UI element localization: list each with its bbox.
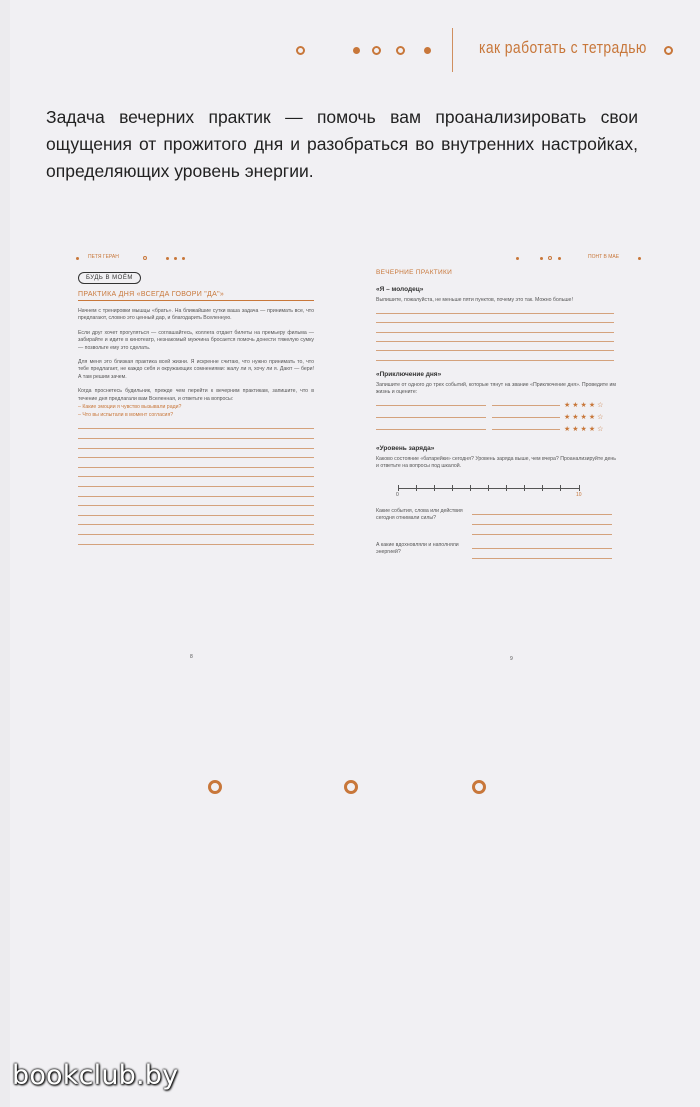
ring-icon <box>664 46 673 55</box>
star-rating-icon: ★★★★☆ <box>564 425 606 433</box>
page-number: 8 <box>190 654 193 660</box>
title-underline <box>78 300 314 301</box>
energy-scale <box>376 480 628 504</box>
dot-icon <box>540 257 543 260</box>
question-item: – Что вы испытали в момент согласия? <box>78 412 174 419</box>
star-rating-icon: ★★★★☆ <box>564 401 606 409</box>
section-badge: БУДЬ В МОЁМ <box>78 272 141 284</box>
header-divider <box>452 28 453 72</box>
ring-icon <box>296 46 305 55</box>
question-text: А какие вдохновляли и наполняли энергией? <box>376 542 459 556</box>
dot-icon <box>76 257 79 260</box>
question-text: Какие события, слова или действия сегодня отнимали силы? <box>376 508 463 522</box>
dot-icon <box>424 47 431 54</box>
paragraph: Для меня это близкая практика всей жизни. Я искренне считаю, что нужно принимать то, что тебе предлагает, не каждо себя и окружающих сомнениями: жалу ли я, хочу ли я. Дают — бери! А там решим зачем. <box>78 359 314 380</box>
dot-icon <box>558 257 561 260</box>
scale-max-label: 10 <box>576 492 582 499</box>
book-page <box>10 0 700 1107</box>
practice-title: ПРАКТИКА ДНЯ «ВСЕГДА ГОВОРИ "ДА"» <box>78 291 225 298</box>
star-rating-icon: ★★★★☆ <box>564 413 606 421</box>
ring-icon <box>344 780 358 794</box>
ring-icon <box>472 780 486 794</box>
ring-icon <box>208 780 222 794</box>
section-title: ВЕЧЕРНИЕ ПРАКТИКИ <box>376 269 453 276</box>
running-header: как работать с тетрадью <box>479 38 647 57</box>
scale-min-label: 0 <box>396 492 399 499</box>
question-item: – Какие эмоции я чувство вызывали ради? <box>78 404 182 411</box>
dot-icon <box>174 257 177 260</box>
block-text: Выпишите, пожалуйста, не меньше пяти пунктов, почему это так. Можно больше! <box>376 297 573 303</box>
intro-paragraph: Задача вечерних практик — помочь вам проанализировать свои ощущения от прожитого дня и разобраться во внутренних настройках, определяющих уровень энергии. <box>46 107 638 181</box>
writing-lines <box>376 313 628 361</box>
ring-icon <box>548 256 552 260</box>
paragraph: Начнем с тренировки мышцы «брать». На ближайшие сутки ваша задача — принимать все, что предлагают, словно это ценный дар, и благодарить Вселенную. <box>78 308 314 322</box>
spread-right-page <box>376 266 628 572</box>
writing-lines <box>78 428 314 544</box>
spread-left-page <box>68 266 318 545</box>
ring-icon <box>396 46 405 55</box>
paragraph: Когда проснетесь будильник, прежде чем перейти к вечерним практикам, запишите, что в течение дня предлагали вам Вселенная, и ответьте на вопросы: <box>78 388 314 402</box>
header-decoration <box>296 44 436 58</box>
rating-rows <box>376 401 628 435</box>
dot-icon <box>182 257 185 260</box>
block-text: Запишите от одного до трех событий, которые тянут на звание «Приключение дня». Проведите им жизнь и оцените: <box>376 381 616 396</box>
bottom-decoration <box>10 778 700 798</box>
block-text: Каково состояние «батарейки» сегодня? Уровень заряда выше, чем вчера? Проанализируйте день и ответьте на вопросы под шкалой. <box>376 455 616 469</box>
question-row <box>376 542 628 572</box>
dot-icon <box>166 257 169 260</box>
block-title: «Уровень заряда» <box>376 444 435 452</box>
watermark: bookclub.by <box>12 1060 179 1091</box>
page-number: 9 <box>510 656 513 662</box>
dot-icon <box>638 257 641 260</box>
paragraph: Если друг хочет прогуляться — соглашайтесь, коллега отдает билеты на премьеру фильма — забирайте и идите в кинотеатр, незнакомый мужчина бросается помочь донести тяжелую сумку — позвольте ему это сделать. <box>78 329 314 351</box>
ring-icon <box>372 46 381 55</box>
block-title: «Приключение дня» <box>376 370 442 378</box>
mini-header-left: ПЕТЯ ГЕРАН <box>88 254 119 260</box>
dot-icon <box>353 47 360 54</box>
dot-icon <box>516 257 519 260</box>
block-title: «Я – молодец» <box>376 286 424 293</box>
question-row <box>376 508 628 538</box>
ring-icon <box>143 256 147 260</box>
mini-header-right: ПОНТ В МАЕ <box>588 254 620 260</box>
workbook-spread-preview <box>68 246 648 666</box>
